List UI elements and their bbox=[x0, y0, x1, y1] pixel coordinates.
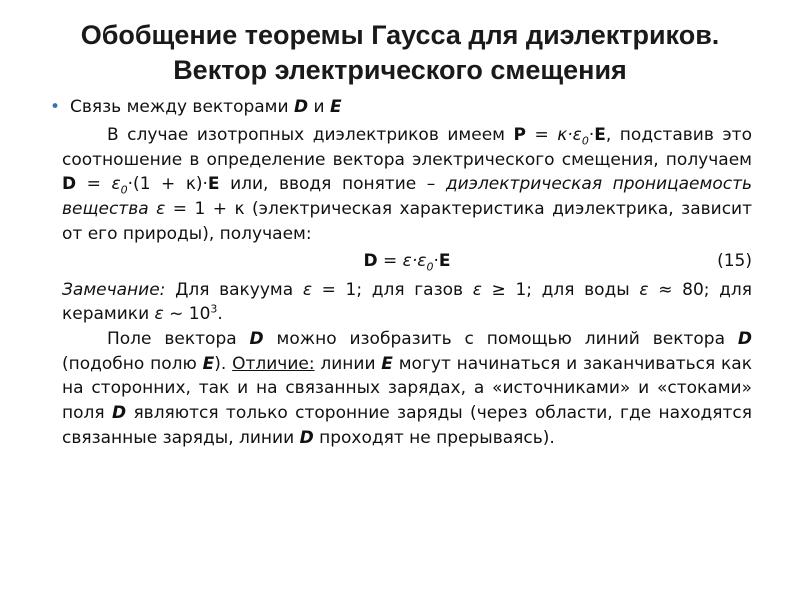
text: можно изобразить с помощью линий вектора bbox=[263, 328, 738, 349]
text: могут начинаться и заканчиваться как на сторонних, так и на связанных зарядах, а «источниками» и «стоками» поля bbox=[62, 353, 752, 424]
bullet-text: Связь между векторами bbox=[70, 97, 294, 117]
vector-d: D bbox=[249, 328, 264, 349]
text: (подобно полю bbox=[62, 353, 203, 374]
text: = ε bbox=[76, 174, 121, 195]
text: линии bbox=[314, 353, 382, 374]
title-line-2: Вектор электрического смещения bbox=[173, 55, 627, 85]
symbol-eps: ε bbox=[302, 279, 313, 300]
text: В случае изотропных диэлектриков имеем bbox=[107, 125, 514, 145]
paragraph-1 bbox=[62, 123, 752, 247]
bullet-dot-icon: • bbox=[50, 97, 61, 117]
subscript: 0 bbox=[426, 259, 434, 273]
text: · bbox=[433, 250, 439, 271]
text: ≈ 80; для керамики bbox=[62, 279, 752, 325]
text: проходят не прерываясь). bbox=[313, 427, 555, 448]
difference-label: Отличие: bbox=[232, 353, 315, 374]
symbol-eps: ε bbox=[472, 279, 482, 300]
vector-e: E bbox=[202, 353, 215, 374]
superscript: 3 bbox=[210, 302, 218, 316]
symbol-eps: ε bbox=[639, 279, 649, 300]
title-line-1: Обобщение теоремы Гаусса для диэлектриков. bbox=[80, 20, 720, 50]
vector-d: D bbox=[62, 174, 77, 195]
text: ). bbox=[214, 353, 233, 374]
text: , подставив это соотношение в определение вектора электрического смещения, получаем bbox=[62, 125, 752, 170]
text: ·(1 + κ)· bbox=[127, 174, 208, 195]
vector-p: P bbox=[513, 125, 526, 145]
text: · bbox=[588, 125, 595, 145]
subscript: 0 bbox=[581, 134, 589, 148]
vector-e: E bbox=[207, 174, 220, 195]
vector-d: D bbox=[111, 403, 127, 424]
vector-e: E bbox=[329, 97, 342, 117]
vector-e: E bbox=[381, 353, 393, 374]
text: или, вводя понятие – bbox=[219, 174, 446, 195]
text: = 1 + κ (электрическая характеристика диэлектрика, зависит от его природы), получаем: bbox=[62, 199, 752, 244]
remark-paragraph bbox=[62, 278, 752, 327]
term-permittivity: диэлектрическая проницаемость вещества ε bbox=[62, 174, 752, 220]
text: Для вакуума bbox=[165, 279, 303, 300]
text: ~ 10 bbox=[163, 304, 211, 325]
text: являются только сторонние заряды (через области, где находятся связанные заряды, линии bbox=[62, 403, 752, 448]
subscript: 0 bbox=[120, 183, 128, 197]
remark-label: Замечание: bbox=[62, 279, 166, 300]
text: . bbox=[217, 304, 223, 325]
slide-title bbox=[0, 18, 800, 88]
text: Поле вектора bbox=[107, 328, 250, 349]
equation-number: (15) bbox=[717, 250, 752, 271]
text: ≥ 1; для воды bbox=[481, 279, 640, 300]
vector-e: E bbox=[594, 125, 606, 145]
bullet-conj: и bbox=[308, 97, 330, 117]
equation-15 bbox=[62, 249, 752, 276]
vector-e: E bbox=[438, 250, 451, 271]
bullet-item bbox=[50, 95, 342, 119]
vector-d: D bbox=[363, 250, 378, 271]
text: = ε·ε bbox=[377, 250, 427, 271]
vector-d: D bbox=[299, 427, 314, 448]
symbol-eps: ε bbox=[154, 304, 164, 325]
body-text bbox=[62, 123, 752, 450]
vector-d: D bbox=[737, 328, 752, 349]
text: = κ·ε bbox=[525, 125, 582, 145]
paragraph-2 bbox=[62, 327, 752, 451]
vector-d: D bbox=[293, 97, 309, 117]
text: = 1; для газов bbox=[312, 279, 473, 300]
equation-body bbox=[62, 249, 752, 274]
